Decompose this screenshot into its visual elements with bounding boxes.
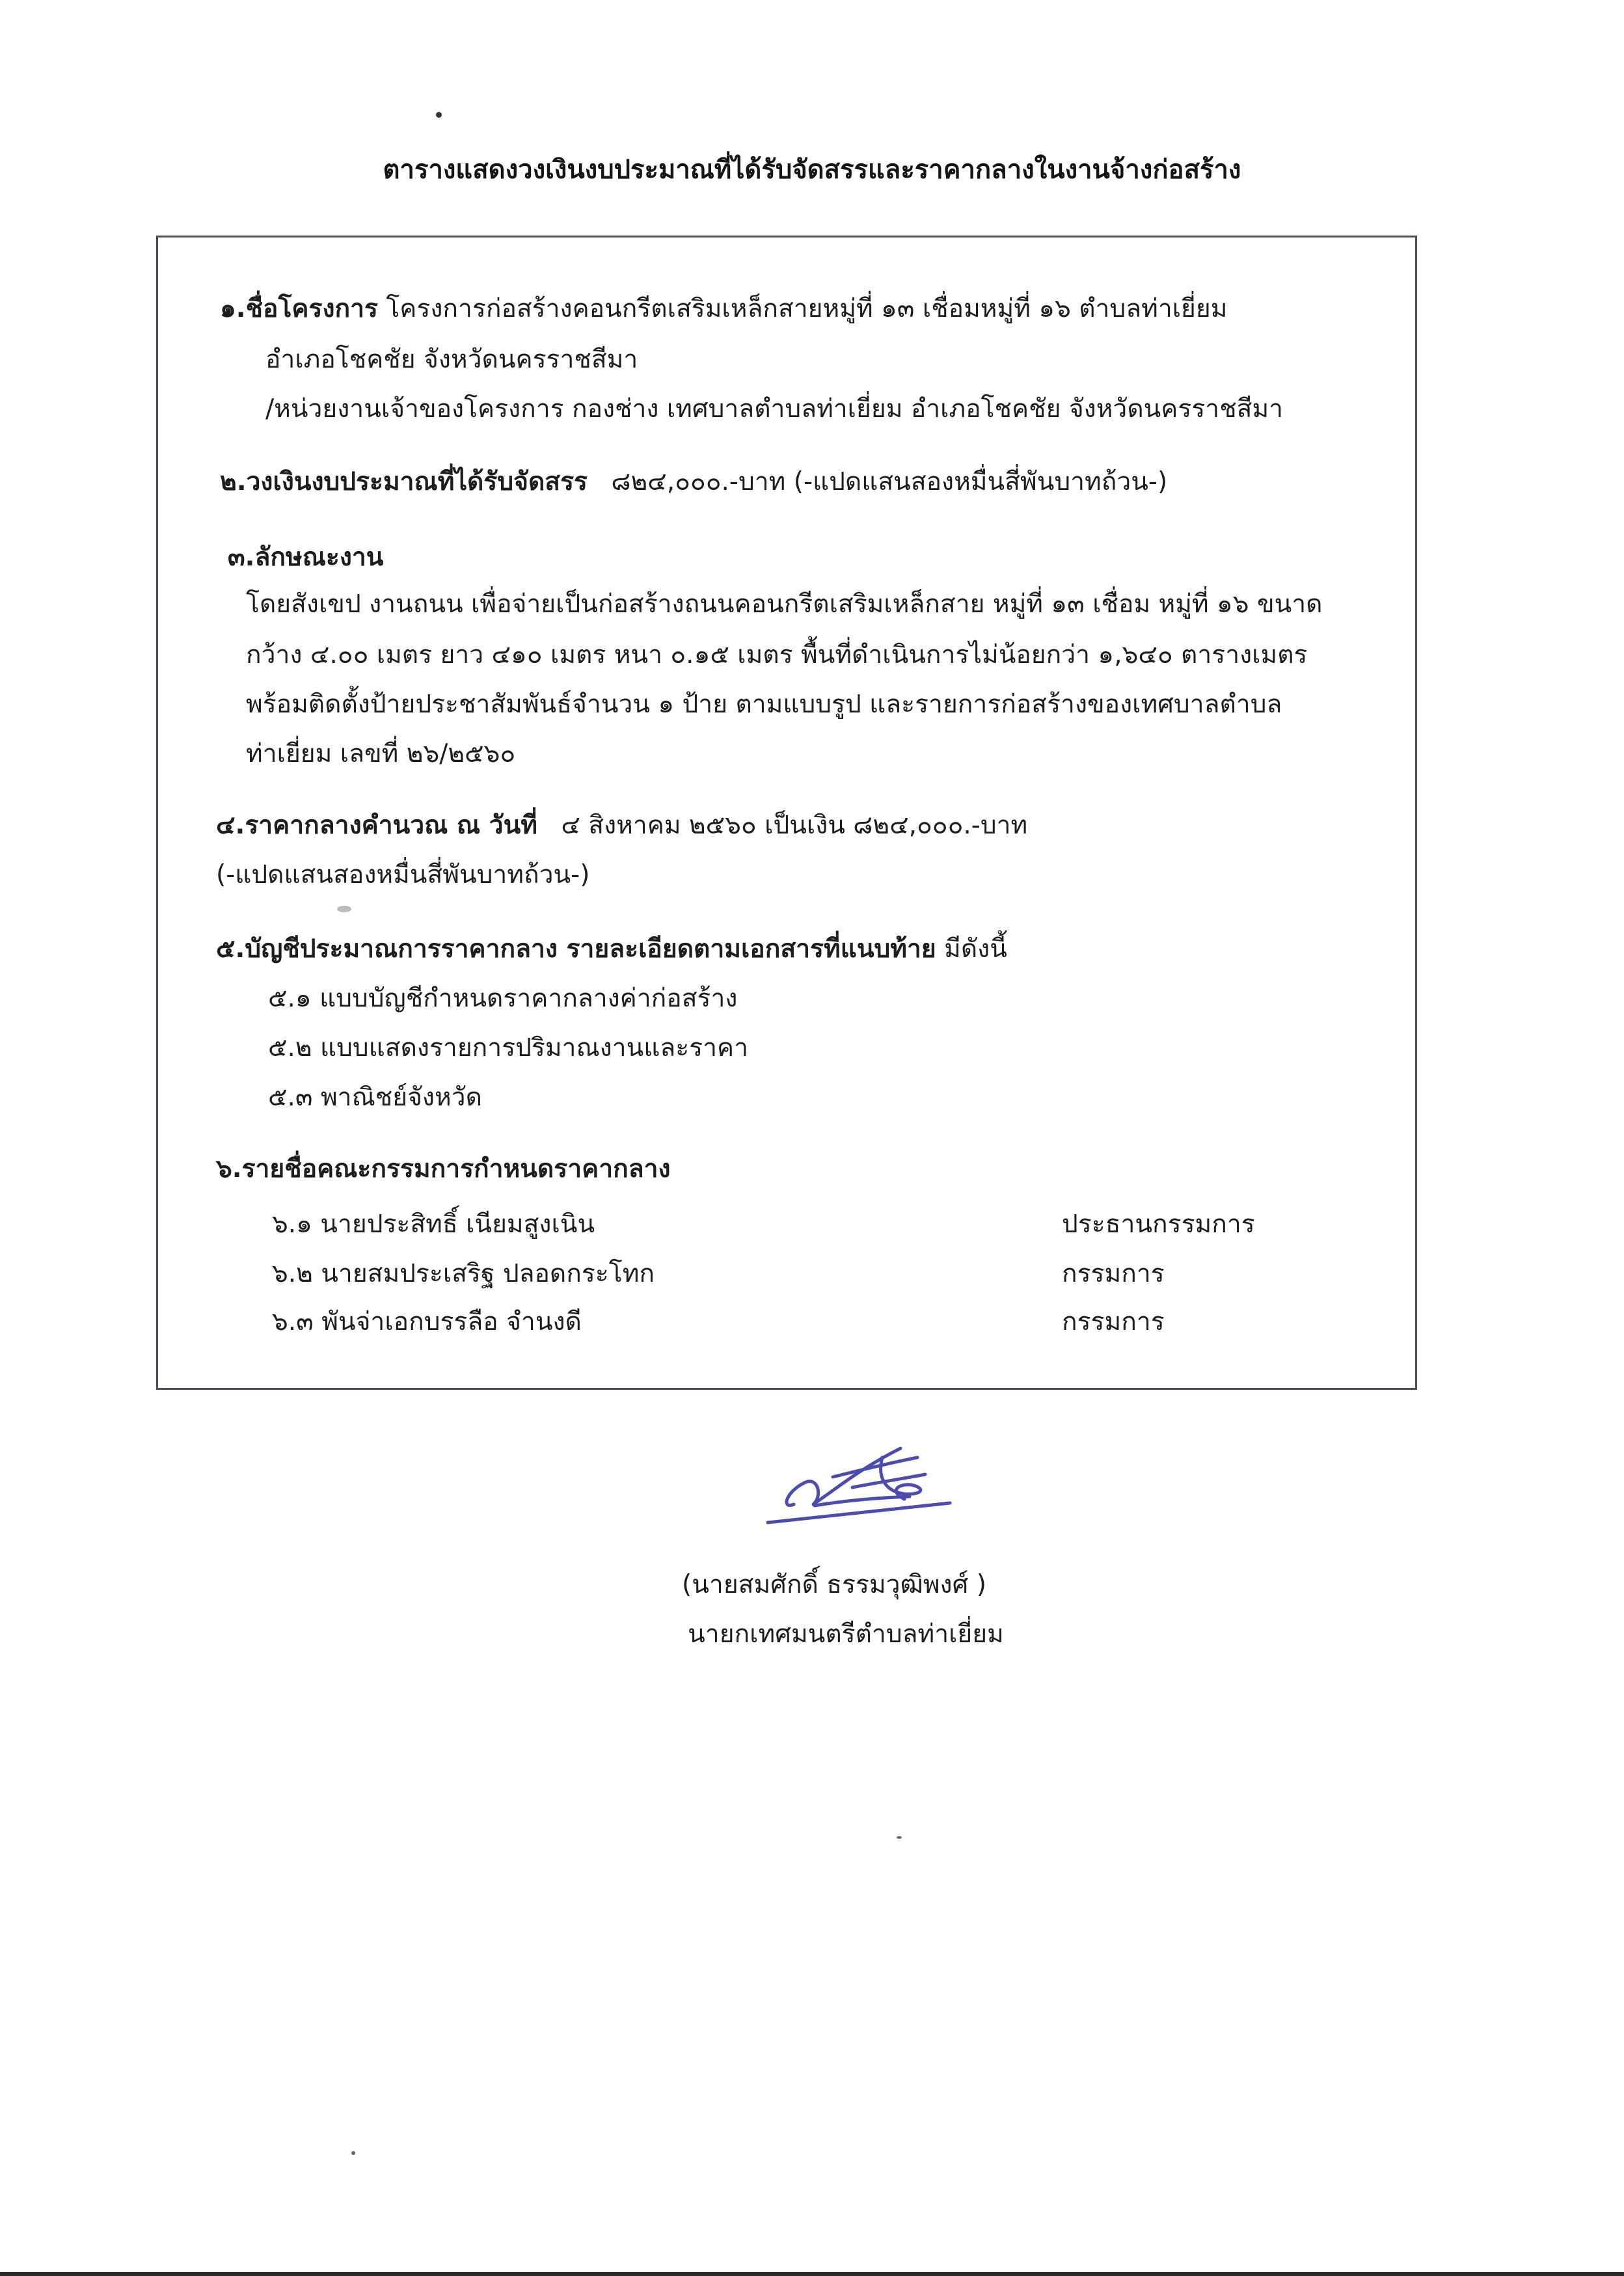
section-4-heading: ๔.ราคากลางคำนวณ ณ วันที่ [216,811,537,840]
section-2-heading: ๒.วงเงินงบประมาณที่ได้รับจัดสรร [220,467,588,496]
section-1-heading: ๑.ชื่อโครงการ [220,294,378,323]
committee-member-role-1: ประธานกรรมการ [1062,1210,1255,1239]
section-5-heading-tail: มีดังนี้ [944,934,1007,964]
scan-bottom-edge [0,2272,1624,2276]
document-title: ตารางแสดงวงเงินงบประมาณที่ได้รับจัดสรรและราคากลางในงานจ้างก่อสร้าง [383,155,1241,185]
signatory-position-text: นายกเทศมนตรีตำบลท่าเยี่ยม [688,1619,1004,1649]
scan-dot [436,112,442,118]
section-6-heading: ๖.รายชื่อคณะกรรมการกำหนดราคากลาง [216,1154,671,1184]
section-3-heading: ๓.ลักษณะงาน [228,543,384,572]
budget-line [220,467,1167,498]
section-5-heading: ๕.บัญชีประมาณการราคากลาง รายละเอียดตามเอกสารที่แนบท้าย [216,934,936,964]
median-price-words: (-แปดแสนสองหมื่นสี่พันบาทถ้วน-) [216,860,590,889]
work-description-2: กว้าง ๔.๐๐ เมตร ยาว ๔๑๐ เมตร หนา ๐.๑๕ เมตร พื้นที่ดำเนินการไม่น้อยกว่า ๑,๖๔๐ ตารางเมตร [246,640,1308,670]
signatory-name [0,1564,1624,1605]
scan-speck [337,906,351,912]
scan-speck [351,2151,355,2155]
project-name-text: โครงการก่อสร้างคอนกรีตเสริมเหล็กสายหมู่ที่ ๑๓ เชื่อมหมู่ที่ ๑๖ ตำบลท่าเยี่ยม [386,294,1228,323]
work-description-1: โดยสังเขป งานถนน เพื่อจ่ายเป็นก่อสร้างถนนคอนกรีตเสริมเหล็กสาย หมู่ที่ ๑๓ เชื่อม หมู่ที่ ๑๖ ขนาด [246,589,1323,619]
median-price-line [216,811,1027,841]
scan-speck [897,1836,902,1839]
section-5-heading-line [216,934,1007,965]
handwritten-signature [755,1431,963,1536]
work-description-4: ท่าเยี่ยม เลขที่ ๒๖/๒๕๖๐ [246,739,516,768]
committee-member-name-3: ๖.๓ พันจ่าเอกบรรลือ จำนงดี [272,1307,582,1336]
signatory-position [0,1614,1624,1654]
signatory-name-text: (นายสมศักดิ์ ธรรมวุฒิพงศ์ ) [682,1570,986,1599]
attachment-item-3: ๕.๓ พาณิชย์จังหวัด [268,1083,482,1112]
committee-member-role-2: กรรมการ [1062,1259,1165,1288]
committee-member-role-3: กรรมการ [1062,1307,1165,1336]
committee-member-name-1: ๖.๑ นายประสิทธิ์ เนียมสูงเนิน [272,1210,595,1239]
project-location: อำเภอโชคชัย จังหวัดนครราชสีมา [265,345,638,374]
median-price-date-amount: ๔ สิงหาคม ๒๕๖๐ เป็นเงิน ๘๒๔,๐๐๐.-บาท [561,811,1028,840]
project-owner: /หน่วยงานเจ้าของโครงการ กองช่าง เทศบาลตำบลท่าเยี่ยม อำเภอโชคชัย จังหวัดนครราชสีมา [265,394,1284,424]
attachment-item-1: ๕.๑ แบบบัญชีกำหนดราคากลางค่าก่อสร้าง [268,984,738,1013]
budget-amount: ๘๒๔,๐๐๐.-บาท (-แปดแสนสองหมื่นสี่พันบาทถ้วน-) [611,467,1168,496]
attachment-item-2: ๕.๒ แบบแสดงรายการปริมาณงานและราคา [268,1033,749,1063]
committee-member-name-2: ๖.๒ นายสมประเสริฐ ปลอดกระโทก [272,1259,655,1288]
work-description-3: พร้อมติดตั้งป้ายประชาสัมพันธ์จำนวน ๑ ป้าย ตามแบบรูป และรายการก่อสร้างของเทศบาลตำบล [246,690,1282,719]
project-name-line-1 [220,294,1227,325]
